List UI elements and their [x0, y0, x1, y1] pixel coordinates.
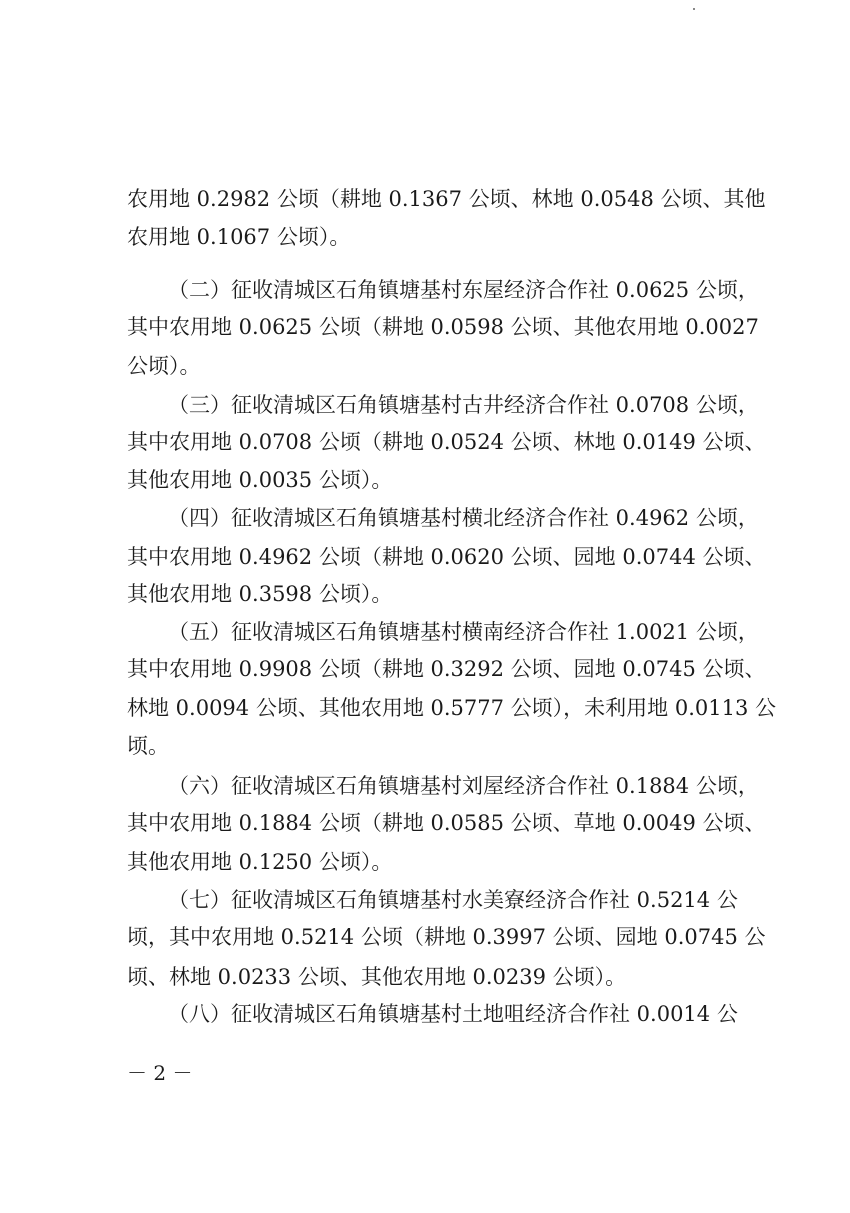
text-line: 其中农用地 0.4962 公顷（耕地 0.0620 公顷、园地 0.0744 公顷、	[127, 545, 766, 569]
text-line: 其中农用地 0.0708 公顷（耕地 0.0524 公顷、林地 0.0149 公顷、	[127, 430, 766, 454]
paragraph-first-line: （七）征收清城区石角镇塘基村水美寮经济合作社 0.5214 公	[168, 888, 738, 912]
text-line: 林地 0.0094 公顷、其他农用地 0.5777 公顷），未利用地 0.0113 公	[127, 696, 776, 720]
text-line: 其他农用地 0.0035 公顷）。	[127, 468, 393, 492]
text-line: 其他农用地 0.3598 公顷）。	[127, 582, 393, 606]
text-line: 公顷）。	[127, 354, 201, 378]
text-line: 其中农用地 0.0625 公顷（耕地 0.0598 公顷、其他农用地 0.0027	[127, 315, 759, 339]
text-line: 顷，其中农用地 0.5214 公顷（耕地 0.3997 公顷、园地 0.0745 公	[127, 925, 766, 949]
page-number: － 2 －	[127, 1061, 193, 1085]
scan-speck	[693, 8, 695, 10]
paragraph-first-line: （八）征收清城区石角镇塘基村土地咀经济合作社 0.0014 公	[168, 1002, 738, 1026]
paragraph-first-line: （四）征收清城区石角镇塘基村横北经济合作社 0.4962 公顷，	[168, 506, 759, 530]
text-line: 其中农用地 0.1884 公顷（耕地 0.0585 公顷、草地 0.0049 公顷、	[127, 811, 766, 835]
text-line: 其他农用地 0.1250 公顷）。	[127, 850, 393, 874]
text-line: 农用地 0.1067 公顷）。	[127, 225, 351, 249]
text-line: 顷。	[127, 734, 169, 758]
text-line: 农用地 0.2982 公顷（耕地 0.1367 公顷、林地 0.0548 公顷、其他	[127, 187, 766, 211]
text-line: 顷、林地 0.0233 公顷、其他农用地 0.0239 公顷）。	[127, 965, 627, 989]
paragraph-first-line: （三）征收清城区石角镇塘基村古井经济合作社 0.0708 公顷，	[168, 393, 759, 417]
paragraph-first-line: （二）征收清城区石角镇塘基村东屋经济合作社 0.0625 公顷，	[168, 278, 759, 302]
paragraph-first-line: （五）征收清城区石角镇塘基村横南经济合作社 1.0021 公顷，	[168, 620, 759, 644]
text-line: 其中农用地 0.9908 公顷（耕地 0.3292 公顷、园地 0.0745 公顷、	[127, 657, 766, 681]
paragraph-first-line: （六）征收清城区石角镇塘基村刘屋经济合作社 0.1884 公顷，	[168, 774, 759, 798]
